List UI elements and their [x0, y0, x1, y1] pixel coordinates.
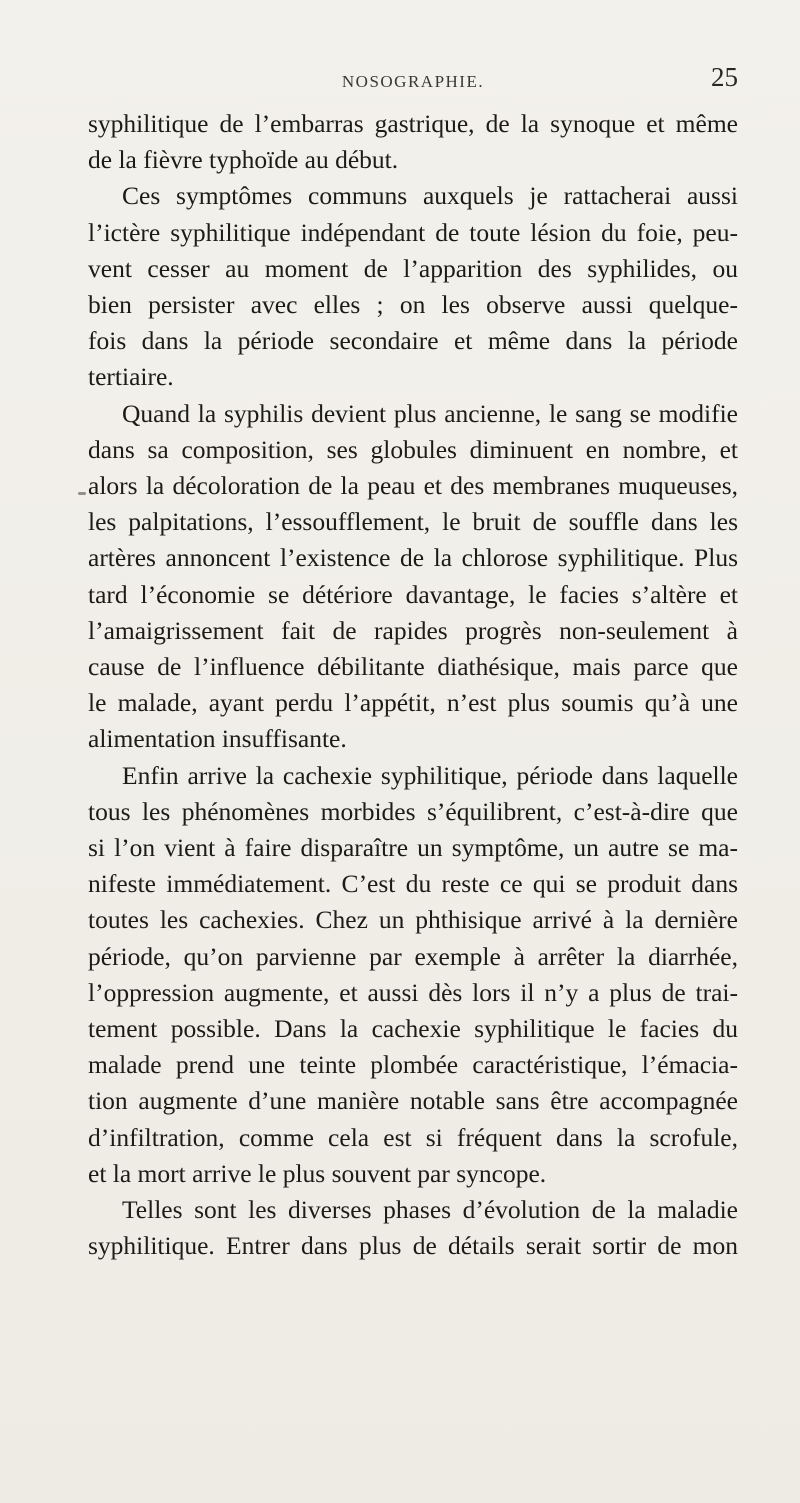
text-line: vent cesser au moment de l’apparition des syphilides, ou	[88, 253, 738, 283]
text-line: toutes les cachexies. Chez un phthisique arrivé à la dernière	[88, 905, 738, 935]
text-line: tous les phénomènes morbides s’équilibrent, c’est-à-dire que	[88, 796, 738, 826]
text-line: tertiaire.	[88, 362, 174, 392]
text-line: alors la décoloration de la peau et des membranes muqueuses,	[88, 471, 738, 501]
paragraph-5	[88, 1192, 738, 1264]
running-title: NOSOGRAPHIE.	[341, 72, 485, 91]
text-line: l’amaigrissement fait de rapides progrès non-seulement à	[88, 615, 738, 645]
text-line: Quand la syphilis devient plus ancienne, le sang se modifie	[122, 398, 738, 428]
text-line: Ces symptômes communs auxquels je rattacherai aussi	[122, 181, 738, 211]
text-line: tement possible. Dans la cachexie syphilitique le facies du	[88, 1014, 738, 1044]
text-line: d’infiltration, comme cela est si fréquent dans la scrofule,	[88, 1122, 738, 1152]
text-line: tard l’économie se détériore davantage, le facies s’altère et	[88, 579, 738, 609]
text-line: les palpitations, l’essoufflement, le bruit de souffle dans les	[88, 507, 738, 537]
text-line: fois dans la période secondaire et même dans la période	[88, 326, 738, 356]
text-line: malade prend une teinte plombée caractéristique, l’émacia-	[88, 1050, 738, 1080]
text-line: le malade, ayant perdu l’appétit, n’est plus soumis qu’à une	[88, 688, 738, 718]
text-line: Telles sont les diverses phases d’évolution de la maladie	[122, 1195, 738, 1225]
text-line: si l’on vient à faire disparaître un symptôme, un autre se ma-	[88, 833, 738, 863]
text-line: cause de l’influence débilitante diathésique, mais parce que	[88, 652, 738, 682]
margin-mark	[78, 492, 86, 495]
text-line: alimentation insuffisante.	[88, 724, 347, 754]
text-line: dans sa composition, ses globules diminuent en nombre, et	[88, 434, 738, 464]
text-line: période, qu’on parvienne par exemple à arrêter la diarrhée,	[88, 941, 738, 971]
paragraph-1	[88, 106, 738, 178]
paragraph-3	[88, 396, 738, 758]
page-number: 25	[711, 62, 738, 92]
text-line: tion augmente d’une manière notable sans être accompagnée	[88, 1086, 738, 1116]
text-line: l’ictère syphilitique indépendant de toute lésion du foie, peu-	[88, 217, 738, 247]
text-line: Enfin arrive la cachexie syphilitique, période dans laquelle	[122, 760, 738, 790]
text-line: artères annoncent l’existence de la chlorose syphilitique. Plus	[88, 543, 738, 573]
body-text	[88, 106, 738, 1265]
text-line: l’oppression augmente, et aussi dès lors il n’y a plus de trai-	[88, 977, 738, 1007]
text-line: bien persister avec elles ; on les observe aussi quelque-	[88, 290, 738, 320]
text-line: et la mort arrive le plus souvent par syncope.	[88, 1158, 547, 1188]
text-line: nifeste immédiatement. C’est du reste ce qui se produit dans	[88, 869, 738, 899]
text-line: syphilitique. Entrer dans plus de détails serait sortir de mon	[88, 1231, 738, 1261]
text-line: syphilitique de l’embarras gastrique, de la synoque et même	[88, 109, 738, 138]
paragraph-2	[88, 178, 738, 395]
text-line: de la fièvre typhoïde au début.	[88, 145, 399, 175]
paragraph-4	[88, 758, 738, 1192]
running-head	[88, 58, 738, 98]
